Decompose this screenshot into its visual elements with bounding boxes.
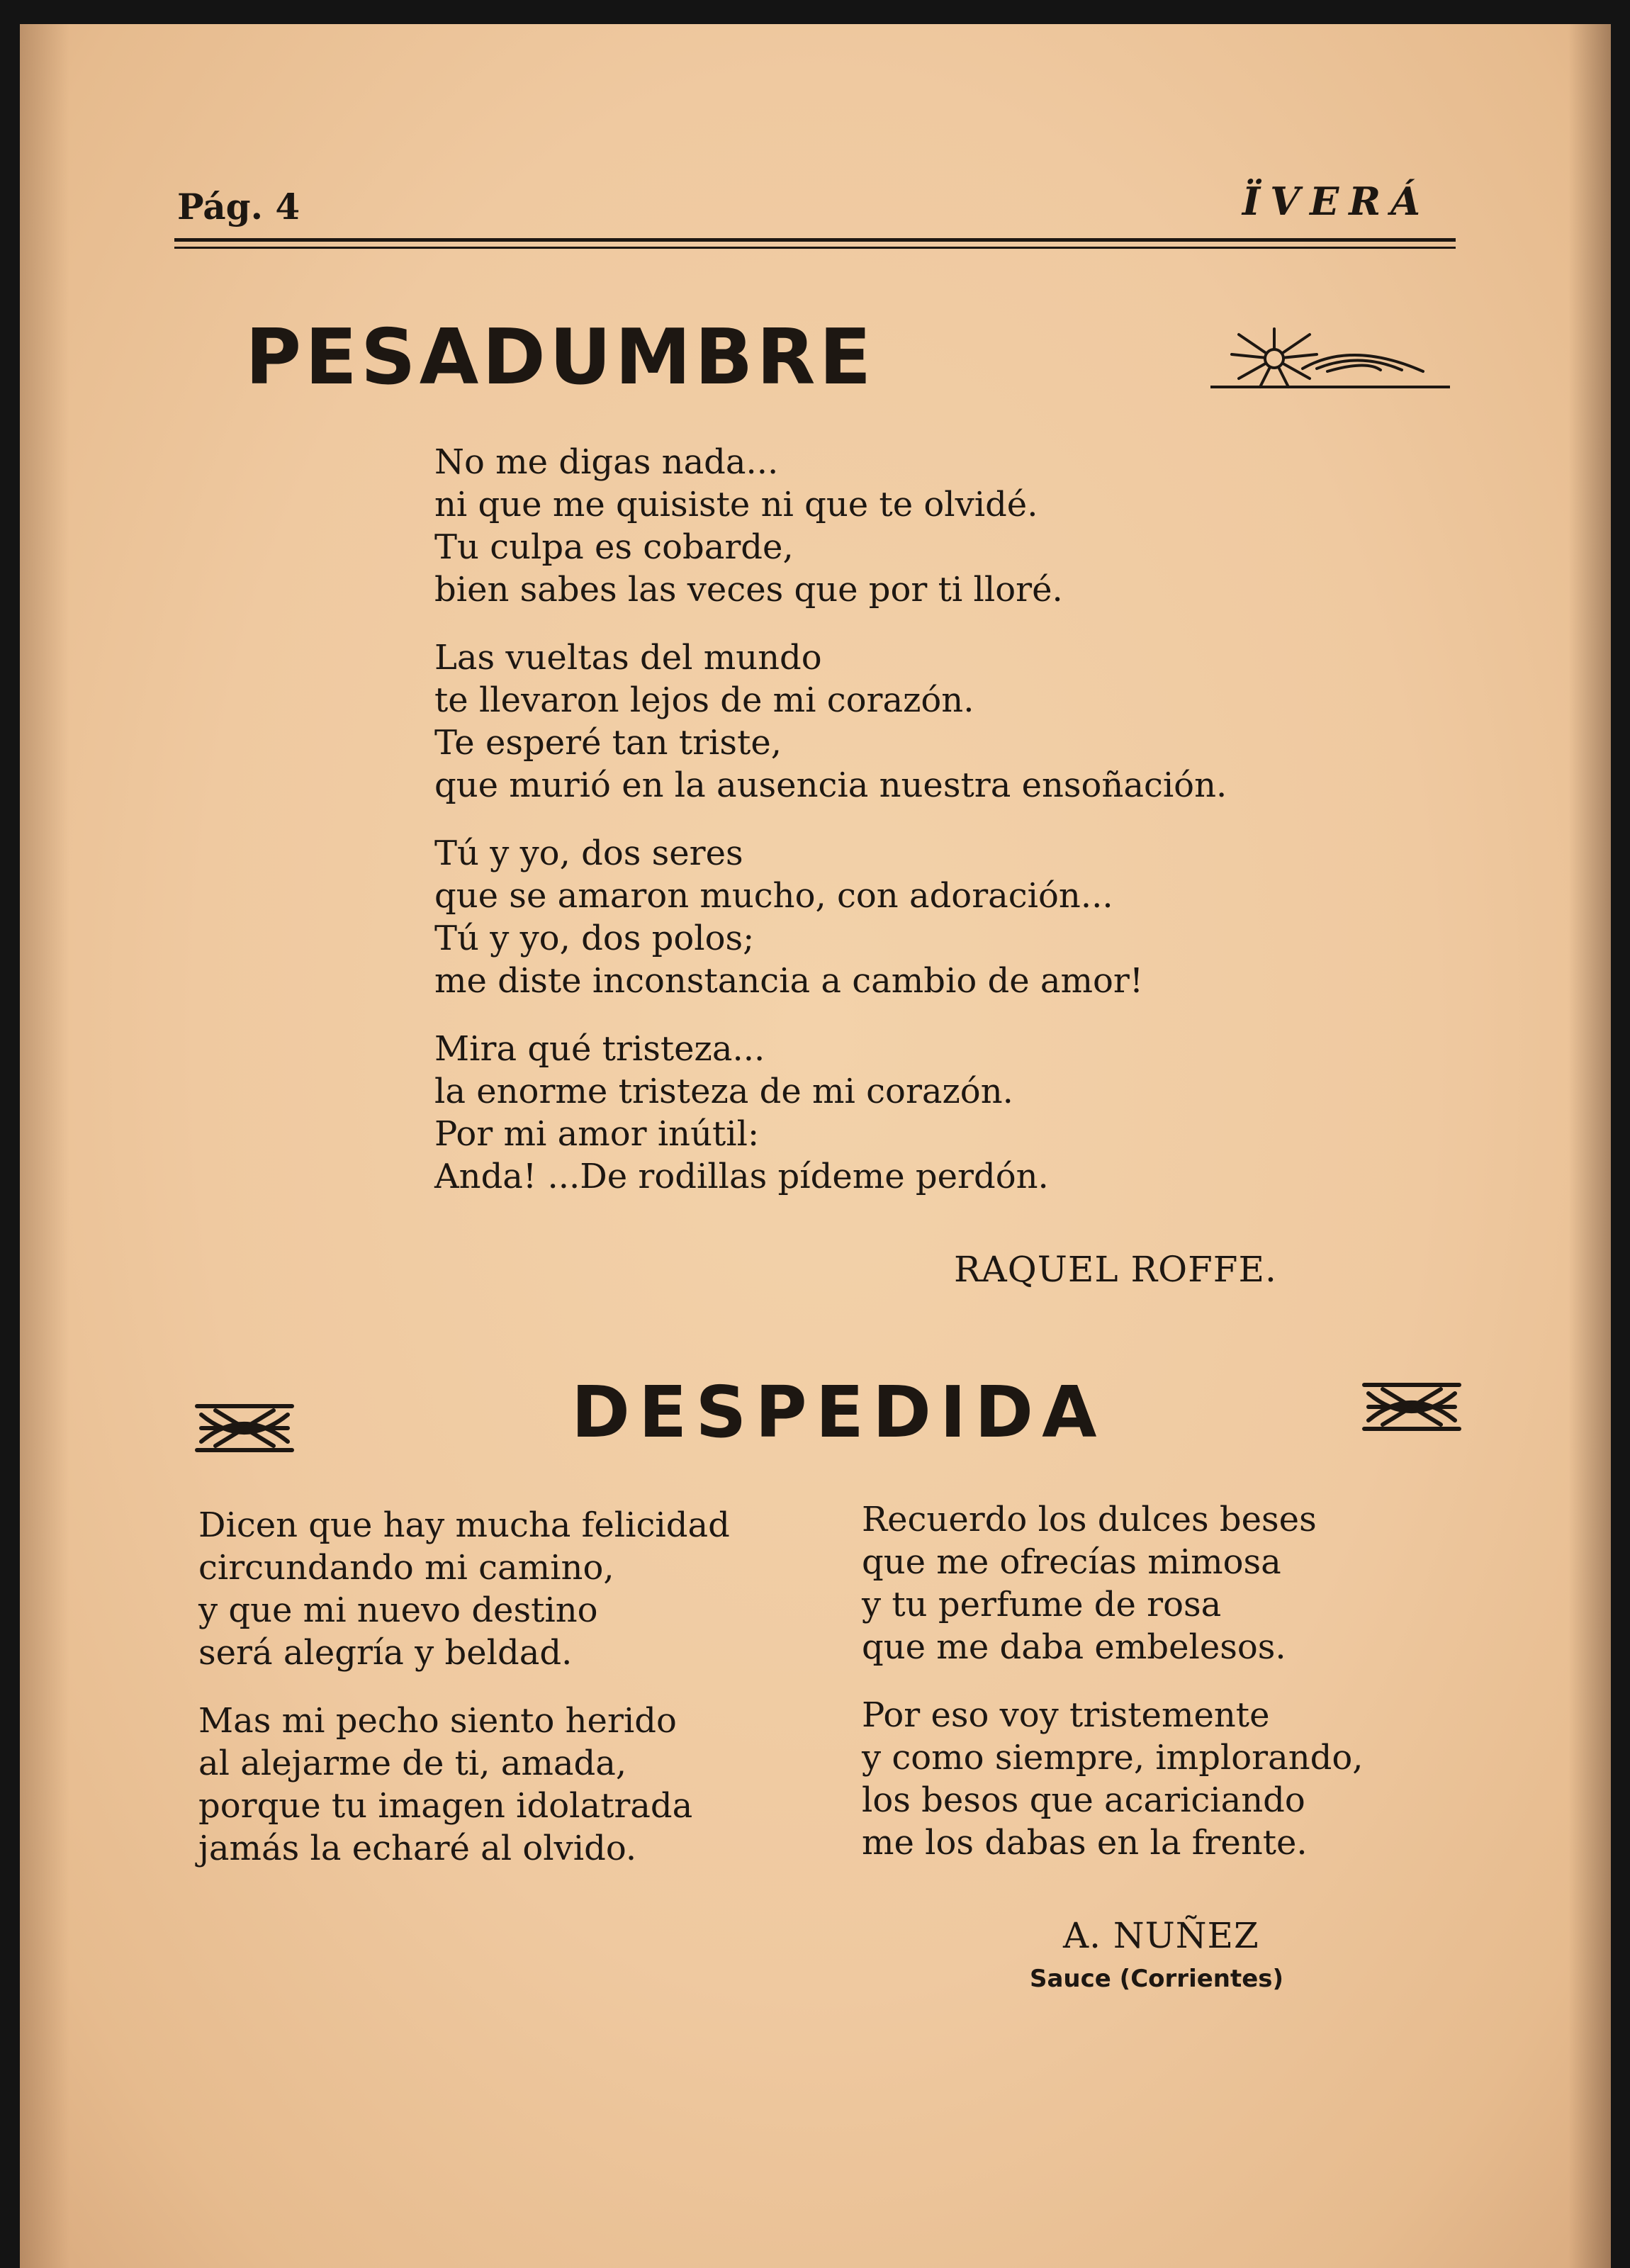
verse-line: y tu perfume de rosa xyxy=(862,1585,1222,1624)
verse-line: porque tu imagen idolatrada xyxy=(198,1786,693,1826)
stanza xyxy=(862,1694,1364,1864)
stanza xyxy=(434,441,1227,611)
poem-despedida-left-column xyxy=(198,1504,730,1870)
poem-pesadumbre xyxy=(434,441,1227,1198)
verse-line: Tú y yo, dos seres xyxy=(434,833,743,873)
verse-line: Por eso voy tristemente xyxy=(862,1695,1270,1735)
verse-line: al alejarme de ti, amada, xyxy=(198,1744,627,1783)
verse-line: Mira qué tristeza... xyxy=(434,1029,765,1069)
author-signature: A. NUÑEZ xyxy=(1063,1915,1259,1956)
verse-line: que murió en la ausencia nuestra ensoñación. xyxy=(434,765,1227,805)
verse-line: y como siempre, implorando, xyxy=(862,1738,1364,1778)
stanza xyxy=(198,1504,730,1674)
verse-line: Te esperé tan triste, xyxy=(434,723,782,763)
verse-line: te llevaron lejos de mi corazón. xyxy=(434,680,974,720)
magazine-page xyxy=(20,24,1611,2268)
stanza xyxy=(434,1028,1227,1198)
verse-line: Recuerdo los dulces beses xyxy=(862,1500,1317,1539)
verse-line: bien sabes las veces que por ti lloré. xyxy=(434,570,1063,610)
stanza xyxy=(434,636,1227,807)
woven-knot-ornament-icon xyxy=(194,1400,295,1456)
verse-line: Mas mi pecho siento herido xyxy=(198,1701,677,1741)
verse-line: Tú y yo, dos polos; xyxy=(434,919,755,958)
verse-line: será alegría y beldad. xyxy=(198,1633,573,1673)
poem-despedida-right-column xyxy=(862,1498,1364,1864)
verse-line: jamás la echaré al olvido. xyxy=(198,1829,637,1868)
verse-line: circundando mi camino, xyxy=(198,1548,614,1588)
author-signature: RAQUEL ROFFE. xyxy=(954,1249,1277,1290)
verse-line: No me digas nada... xyxy=(434,442,779,482)
verse-line: me los dabas en la frente. xyxy=(862,1823,1308,1863)
stanza xyxy=(434,832,1227,1002)
author-location: Sauce (Corrientes) xyxy=(1030,1965,1284,1993)
poem-title-pesadumbre: PESADUMBRE xyxy=(245,313,875,402)
verse-line: Tu culpa es cobarde, xyxy=(434,527,794,567)
verse-line: que me ofrecías mimosa xyxy=(862,1542,1281,1582)
page-number: Pág. 4 xyxy=(177,186,300,228)
woven-knot-ornament-icon xyxy=(1361,1379,1462,1435)
magazine-name: ÏVERÁ xyxy=(1242,179,1430,224)
verse-line: Por mi amor inútil: xyxy=(434,1114,760,1154)
verse-line: Anda! ...De rodillas pídeme perdón. xyxy=(434,1157,1049,1196)
stanza xyxy=(862,1498,1364,1668)
header-rule-top xyxy=(174,238,1456,242)
poem-title-despedida: DESPEDIDA xyxy=(571,1371,1106,1454)
stanza xyxy=(198,1700,730,1870)
header-rule-bottom xyxy=(174,247,1456,249)
verse-line: la enorme tristeza de mi corazón. xyxy=(434,1072,1013,1111)
verse-line: Las vueltas del mundo xyxy=(434,638,822,678)
verse-line: me diste inconstancia a cambio de amor! xyxy=(434,961,1144,1001)
verse-line: Dicen que hay mucha felicidad xyxy=(198,1505,730,1545)
flower-branch-ornament-icon xyxy=(1210,326,1451,391)
verse-line: ni que me quisiste ni que te olvidé. xyxy=(434,485,1038,524)
verse-line: que me daba embelesos. xyxy=(862,1627,1286,1667)
verse-line: los besos que acariciando xyxy=(862,1780,1305,1820)
verse-line: que se amaron mucho, con adoración... xyxy=(434,876,1113,916)
verse-line: y que mi nuevo destino xyxy=(198,1590,598,1630)
